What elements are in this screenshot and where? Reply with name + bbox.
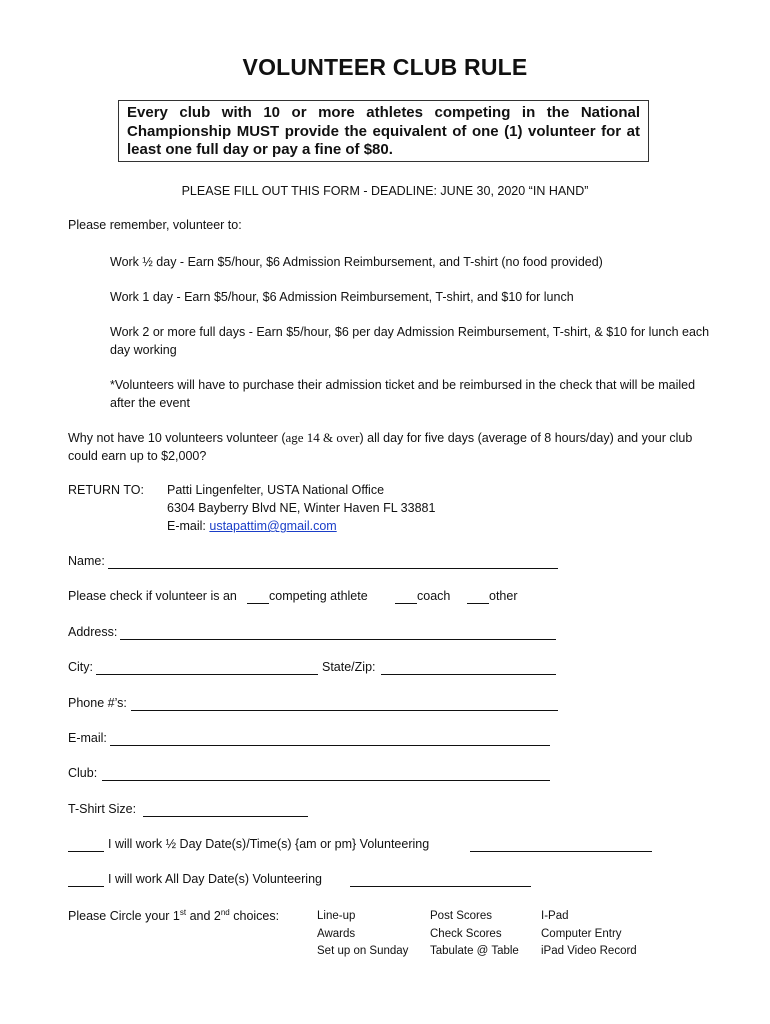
choices-column-2 (430, 908, 519, 961)
phone-label: Phone #’s: (68, 696, 127, 710)
choices-label-part1: Please Circle your 1 (68, 909, 180, 924)
why-not-text-before: Why not have 10 volunteers volunteer ( (68, 431, 286, 445)
choices-label (68, 908, 279, 923)
benefit-one-day: Work 1 day - Earn $5/hour, $6 Admission Reimbursement, T-shirt, and $10 for lunch (110, 290, 574, 304)
option-coach: coach (417, 589, 451, 603)
choices-label-part3: choices: (229, 909, 280, 924)
choices-sup-first: st (179, 908, 187, 917)
choices-column-1 (317, 908, 408, 961)
name-field[interactable] (108, 568, 558, 569)
return-to-label: RETURN TO: (68, 483, 144, 497)
admission-note: *Volunteers will have to purchase their admission ticket and be reimbursed in the check that will be mailed after the event (110, 378, 696, 410)
return-email-label: E-mail: (167, 519, 210, 533)
choice-ipad[interactable]: I-Pad (541, 910, 569, 922)
option-competing-athlete: competing athlete (269, 589, 368, 603)
state-zip-label: State/Zip: (322, 660, 376, 674)
why-not-text-after: ) all day for five days (average of 8 hours/day) and your club could earn up to $2,000? (68, 431, 693, 463)
address-field[interactable] (120, 639, 556, 640)
option-other: other (489, 589, 518, 603)
choices-sup-second: nd (220, 908, 230, 917)
remember-heading: Please remember, volunteer to: (68, 218, 242, 232)
email-label: E-mail: (68, 731, 107, 745)
email-field[interactable] (110, 745, 550, 746)
choice-ipad-video-record[interactable]: iPad Video Record (541, 945, 637, 957)
club-label: Club: (68, 766, 98, 780)
choice-post-scores[interactable]: Post Scores (430, 910, 492, 922)
benefit-half-day: Work ½ day - Earn $5/hour, $6 Admission Reimbursement, and T-shirt (no food provided) (110, 255, 603, 269)
return-address: 6304 Bayberry Blvd NE, Winter Haven FL 33881 (167, 501, 436, 515)
address-label: Address: (68, 625, 118, 639)
choice-check-scores[interactable]: Check Scores (430, 927, 502, 940)
return-email-line (167, 519, 337, 533)
page-title: VOLUNTEER CLUB RULE (242, 54, 528, 80)
choices-label-part2: and 2 (186, 909, 221, 924)
volunteer-type-label: Please check if volunteer is an (68, 589, 237, 603)
half-day-dates-field[interactable] (470, 851, 652, 852)
coach-checkbox-blank[interactable] (395, 603, 417, 604)
phone-field[interactable] (131, 710, 558, 711)
half-day-check-blank[interactable] (68, 851, 104, 852)
deadline-notice: PLEASE FILL OUT THIS FORM - DEADLINE: JUNE 30, 2020 “IN HAND” (181, 184, 589, 198)
choice-set-up-sunday[interactable]: Set up on Sunday (317, 945, 409, 957)
return-name: Patti Lingenfelter, USTA National Office (167, 483, 385, 497)
city-label: City: (68, 660, 93, 674)
choice-line-up[interactable]: Line-up (317, 910, 356, 922)
tshirt-size-field[interactable] (143, 816, 308, 817)
benefit-multi-day: Work 2 or more full days - Earn $5/hour, $6 per day Admission Reimbursement, T-shirt, & $10 for lunch each day working (110, 325, 710, 357)
choice-computer-entry[interactable]: Computer Entry (541, 927, 622, 940)
state-zip-field[interactable] (381, 674, 556, 675)
all-day-dates-field[interactable] (350, 886, 531, 887)
all-day-check-blank[interactable] (68, 886, 104, 887)
choice-tabulate-table[interactable]: Tabulate @ Table (430, 945, 519, 957)
tshirt-size-label: T-Shirt Size: (68, 802, 137, 816)
athlete-checkbox-blank[interactable] (247, 603, 269, 604)
choices-column-3 (541, 908, 637, 961)
city-field[interactable] (96, 674, 318, 675)
half-day-label: I will work ½ Day Date(s)/Time(s) {am or pm} Volunteering (108, 837, 430, 851)
age-requirement: age 14 & over (285, 430, 360, 445)
why-not-paragraph (68, 429, 708, 465)
all-day-label: I will work All Day Date(s) Volunteering (108, 872, 322, 886)
rule-notice-box: Every club with 10 or more athletes competing in the National Championship MUST provide the equivalent of one (1) volunteer for at least one full day or pay a fine of $80. (118, 100, 649, 162)
return-email-link[interactable]: ustapattim@gmail.com (209, 519, 337, 533)
name-label: Name: (68, 554, 105, 568)
other-checkbox-blank[interactable] (467, 603, 489, 604)
choice-awards[interactable]: Awards (317, 927, 356, 940)
club-field[interactable] (102, 780, 550, 781)
